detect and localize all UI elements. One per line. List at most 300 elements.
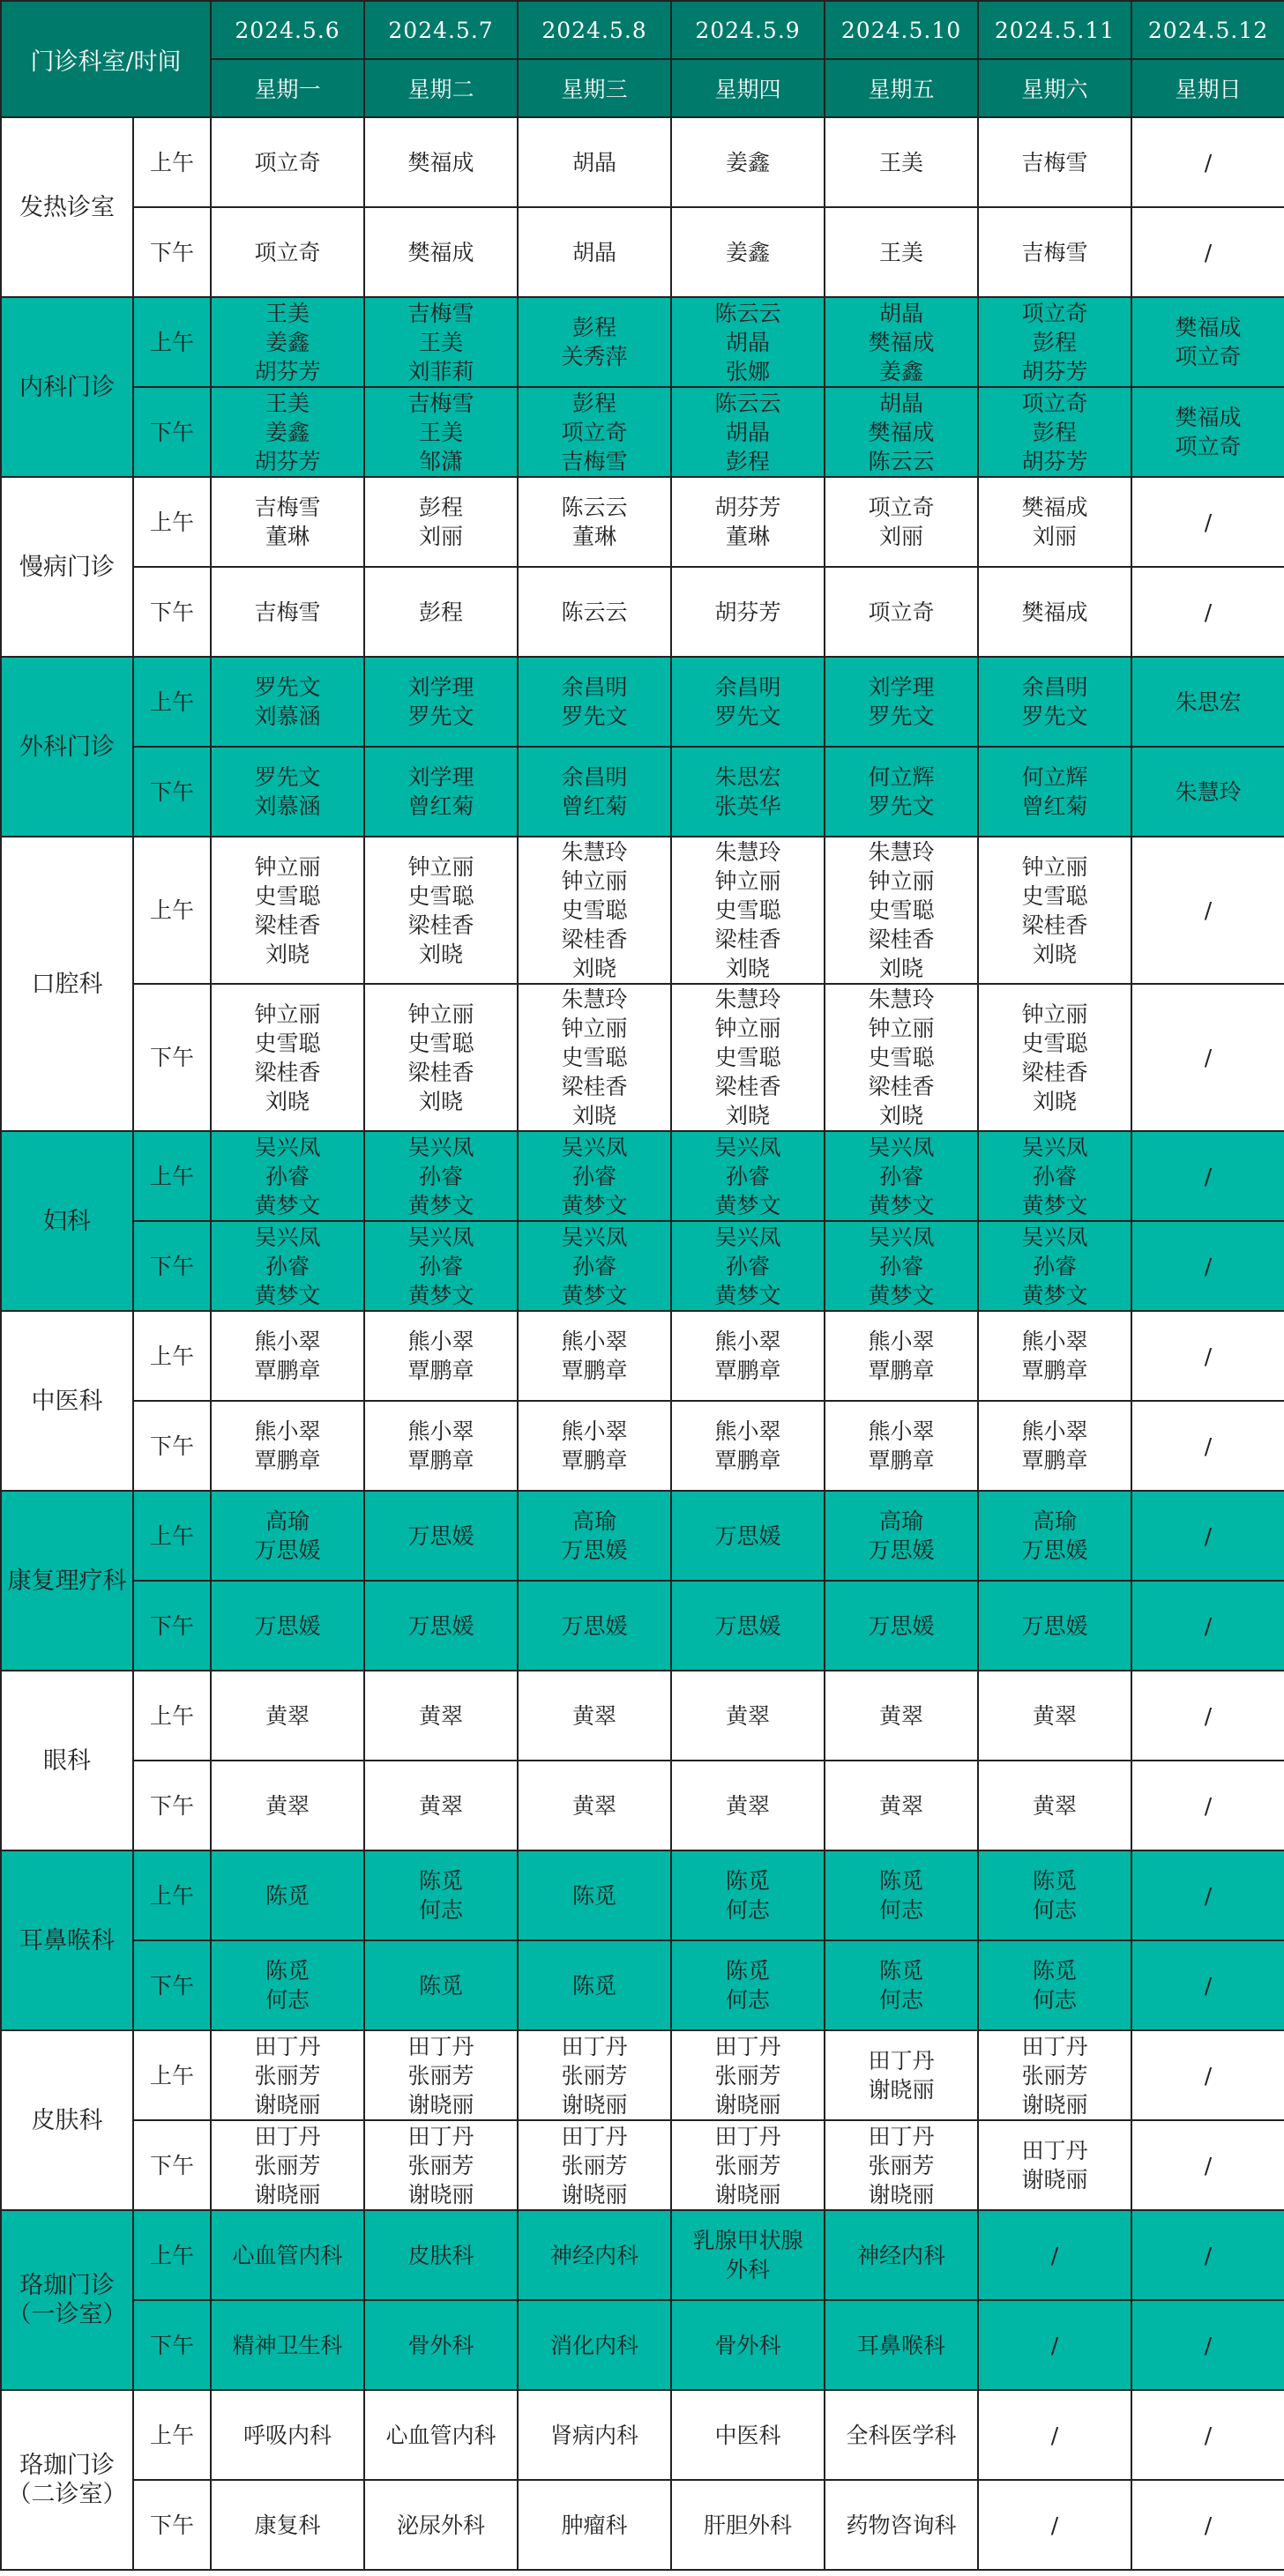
department-name [1, 477, 133, 657]
doctor-cell [364, 1761, 518, 1850]
cell-line: 董琳 [572, 524, 617, 549]
cell-line: 胡晶 [879, 300, 924, 326]
cell-line: 姜鑫 [726, 239, 771, 265]
doctor-cell [825, 1850, 978, 1940]
cell-line: 口腔科 [31, 970, 103, 998]
period-label: 下午 [133, 567, 211, 657]
cell-line: 何志 [879, 1897, 924, 1923]
cell-line: 黄梦文 [868, 1192, 935, 1218]
cell-line: 高瑜 [1033, 1508, 1078, 1534]
period-label: 下午 [133, 1221, 211, 1311]
cell-line: 熊小翠 [714, 1418, 781, 1444]
doctor-cell [825, 1761, 978, 1850]
cell-line: 外科 [726, 2257, 771, 2282]
cell-line: 余昌明 [561, 764, 628, 790]
department-name [1, 297, 133, 477]
cell-line: 陈云云 [714, 300, 781, 326]
cell-line: 覃鹏章 [254, 1358, 321, 1383]
cell-line: 钟立丽 [868, 868, 935, 894]
cell-line: 万思媛 [1021, 1537, 1088, 1563]
cell-line: 谢晓丽 [254, 2091, 321, 2118]
cell-line: 外科门诊 [19, 733, 115, 761]
cell-line: 黄梦文 [561, 1282, 628, 1308]
cell-line: 彭程 [572, 315, 617, 340]
doctor-cell [518, 1671, 671, 1761]
doctor-cell [825, 2120, 978, 2210]
cell-line: 樊福成 [1021, 599, 1088, 625]
doctor-cell [825, 207, 978, 297]
cell-line: 钟立丽 [868, 1016, 935, 1041]
doctor-cell [671, 567, 825, 657]
department-name [1, 2210, 133, 2390]
cell-line: 吴兴凤 [254, 1134, 321, 1160]
cell-line: 黄翠 [879, 1702, 924, 1729]
cell-line: 张丽芳 [254, 2152, 321, 2178]
schedule-row [1, 2120, 1284, 2210]
doctor-cell [518, 2210, 671, 2300]
doctor-cell [364, 1850, 518, 1940]
department-name [1, 2030, 133, 2210]
cell-line: 陈云云 [868, 448, 935, 474]
doctor-cell [825, 2210, 978, 2300]
doctor-cell [364, 2210, 518, 2300]
doctor-cell [671, 1671, 825, 1761]
cell-line: 覃鹏章 [1021, 1358, 1088, 1383]
doctor-cell [825, 657, 978, 747]
cell-line: 吴兴凤 [868, 1134, 935, 1160]
doctor-cell [825, 2390, 978, 2480]
doctor-cell [978, 387, 1131, 477]
cell-line: 张娜 [726, 358, 771, 384]
cell-line: 珞珈门诊 [19, 2272, 115, 2299]
doctor-cell [825, 297, 978, 387]
cell-line: 高瑜 [265, 1508, 310, 1534]
cell-line: 张丽芳 [254, 2062, 321, 2088]
cell-line: 覃鹏章 [407, 1358, 474, 1383]
cell-line: 余昌明 [1021, 674, 1088, 700]
cell-line: 孙睿 [879, 1253, 924, 1279]
cell-line: 陈觅 [265, 1958, 310, 1984]
period-label: 下午 [133, 1401, 211, 1491]
cell-line: 钟立丽 [561, 868, 628, 894]
period-label: 上午 [133, 1850, 211, 1940]
schedule-row [1, 984, 1284, 1131]
doctor-cell [671, 657, 825, 747]
cell-line: （二诊室） [7, 2481, 127, 2508]
doctor-cell [671, 1131, 825, 1221]
cell-line: 田丁丹 [561, 2033, 628, 2059]
cell-line: 田丁丹 [868, 2048, 935, 2073]
cell-line: 彭程 [419, 495, 464, 520]
cell-line: 田丁丹 [1021, 2033, 1088, 2059]
cell-line: 田丁丹 [407, 2123, 474, 2149]
cell-line: 梁桂香 [1021, 1059, 1088, 1085]
cell-line: 项立奇 [1021, 390, 1088, 416]
cell-line: 胡芬芳 [254, 358, 321, 384]
cell-line: 熊小翠 [407, 1329, 474, 1354]
cell-line: 史雪聪 [868, 897, 935, 923]
cell-line: 孙睿 [1033, 1253, 1078, 1279]
doctor-cell [825, 2030, 978, 2120]
cell-line: 黄翠 [265, 1792, 310, 1819]
doctor-cell [211, 1940, 364, 2030]
schedule-row [1, 2300, 1284, 2390]
cell-line: 朱慧玲 [1175, 778, 1242, 805]
doctor-cell [978, 207, 1131, 297]
cell-line: / [1204, 1792, 1213, 1819]
cell-line: 钟立丽 [254, 853, 321, 880]
doctor-cell [1131, 2300, 1284, 2390]
cell-line: 孙睿 [726, 1163, 771, 1189]
cell-line: 眼科 [43, 1746, 91, 1775]
doctor-cell [1131, 2030, 1284, 2120]
cell-line: 邹潇 [419, 448, 464, 474]
cell-line: 吴兴凤 [868, 1224, 935, 1250]
doctor-cell [978, 1221, 1131, 1311]
doctor-cell [825, 1581, 978, 1671]
cell-line: 曾红菊 [561, 793, 628, 819]
cell-line: 田丁丹 [254, 2123, 321, 2149]
date-row [1, 1, 1284, 59]
cell-line: 何志 [879, 1987, 924, 2013]
doctor-cell [825, 984, 978, 1131]
weekday-header: 星期四 [671, 59, 825, 117]
cell-line: 董琳 [265, 524, 310, 549]
cell-line: 陈觅 [572, 1972, 617, 1999]
doctor-cell [518, 2030, 671, 2120]
doctor-cell [211, 117, 364, 207]
period-label: 上午 [133, 657, 211, 747]
cell-line: 史雪聪 [868, 1045, 935, 1070]
doctor-cell [211, 1311, 364, 1401]
doctor-cell [518, 1131, 671, 1221]
cell-line: / [1050, 2512, 1059, 2538]
period-label: 上午 [133, 1491, 211, 1581]
cell-line: 项立奇 [254, 149, 321, 175]
cell-line: 刘晓 [572, 956, 617, 981]
cell-line: / [1204, 149, 1213, 175]
doctor-cell [671, 387, 825, 477]
cell-line: 姜鑫 [879, 358, 924, 384]
period-label: 下午 [133, 2120, 211, 2210]
doctor-cell [671, 1761, 825, 1850]
cell-line: 熊小翠 [254, 1329, 321, 1354]
cell-line: 刘菲莉 [407, 358, 474, 384]
cell-line: 罗先文 [561, 704, 628, 729]
doctor-cell [825, 567, 978, 657]
cell-line: 万思媛 [561, 1612, 628, 1639]
cell-line: 耳鼻喉科 [857, 2332, 946, 2358]
cell-line: 张英华 [714, 793, 781, 819]
cell-line: 何志 [726, 1897, 771, 1923]
doctor-cell [518, 1221, 671, 1311]
date-header: 2024.5.8 [518, 1, 671, 59]
cell-line: 谢晓丽 [714, 2091, 781, 2118]
doctor-cell [825, 1940, 978, 2030]
period-label: 上午 [133, 2030, 211, 2120]
cell-line: 钟立丽 [1021, 1001, 1088, 1027]
period-label: 上午 [133, 1671, 211, 1761]
cell-line: 项立奇 [1021, 300, 1088, 326]
cell-line: 刘晓 [1033, 1088, 1078, 1114]
cell-line: 陈云云 [561, 495, 628, 520]
cell-line: / [1204, 1702, 1213, 1729]
cell-line: 刘晓 [419, 941, 464, 967]
weekday-header: 星期六 [978, 59, 1131, 117]
doctor-cell [364, 207, 518, 297]
cell-line: 黄翠 [726, 1702, 771, 1729]
cell-line: 张丽芳 [561, 2062, 628, 2088]
cell-line: 王美 [265, 390, 310, 416]
cell-line: / [1204, 1045, 1213, 1070]
cell-line: 罗先文 [868, 704, 935, 729]
cell-line: / [1050, 2242, 1059, 2268]
cell-line: / [1050, 2332, 1059, 2358]
cell-line: 史雪聪 [714, 897, 781, 923]
cell-line: 胡芬芳 [1021, 448, 1088, 474]
cell-line: 耳鼻喉科 [19, 1926, 115, 1954]
doctor-cell [1131, 1311, 1284, 1401]
doctor-cell [671, 1221, 825, 1311]
schedule-row [1, 117, 1284, 207]
doctor-cell [211, 2480, 364, 2570]
cell-line: / [1204, 2512, 1213, 2538]
schedule-row [1, 567, 1284, 657]
cell-line: 吴兴凤 [714, 1134, 781, 1160]
doctor-cell [1131, 1850, 1284, 1940]
doctor-cell [1131, 1581, 1284, 1671]
doctor-cell [364, 2030, 518, 2120]
cell-line: 孙睿 [726, 1253, 771, 1279]
doctor-cell [518, 1761, 671, 1850]
cell-line: 谢晓丽 [868, 2077, 935, 2103]
doctor-cell [211, 207, 364, 297]
cell-line: / [1204, 1882, 1213, 1909]
department-name [1, 1131, 133, 1311]
doctor-cell [364, 2480, 518, 2570]
department-name [1, 837, 133, 1131]
doctor-cell [518, 477, 671, 567]
doctor-cell [978, 477, 1131, 567]
cell-line: 覃鹏章 [407, 1448, 474, 1473]
cell-line: 陈觅 [1033, 1868, 1078, 1894]
doctor-cell [1131, 1131, 1284, 1221]
department-name [1, 657, 133, 837]
doctor-cell [978, 297, 1131, 387]
cell-line: 刘晓 [572, 1103, 617, 1128]
cell-line: 黄梦文 [254, 1282, 321, 1308]
cell-line: 胡晶 [572, 149, 617, 175]
doctor-cell [825, 2300, 978, 2390]
cell-line: 胡芬芳 [714, 599, 781, 625]
cell-line: 彭程 [419, 599, 464, 625]
doctor-cell [518, 117, 671, 207]
doctor-cell [211, 2300, 364, 2390]
cell-line: 项立奇 [868, 599, 935, 625]
doctor-cell [1131, 2480, 1284, 2570]
cell-line: 史雪聪 [254, 882, 321, 909]
cell-line: 陈觅 [1033, 1958, 1078, 1984]
cell-line: 覃鹏章 [561, 1448, 628, 1473]
cell-line: 刘晓 [879, 1103, 924, 1128]
cell-line: 刘丽 [879, 524, 924, 549]
cell-line: 万思媛 [868, 1612, 935, 1639]
doctor-cell [1131, 297, 1284, 387]
cell-line: 朱慧玲 [714, 839, 781, 865]
cell-line: 陈觅 [265, 1882, 310, 1909]
doctor-cell [1131, 837, 1284, 984]
cell-line: 谢晓丽 [1021, 2091, 1088, 2118]
corner-label: 门诊科室/时间 [1, 1, 211, 117]
cell-line: 刘学理 [868, 674, 935, 700]
doctor-cell [978, 837, 1131, 984]
cell-line: 孙睿 [1033, 1163, 1078, 1189]
cell-line: 刘学理 [407, 764, 474, 790]
doctor-cell [364, 837, 518, 984]
cell-line: 胡晶 [572, 239, 617, 265]
cell-line: 黄梦文 [714, 1282, 781, 1308]
cell-line: 吴兴凤 [407, 1224, 474, 1250]
cell-line: 陈觅 [419, 1868, 464, 1894]
doctor-cell [518, 387, 671, 477]
weekday-header: 星期二 [364, 59, 518, 117]
doctor-cell [211, 1491, 364, 1581]
cell-line: 朱慧玲 [561, 839, 628, 865]
schedule-row [1, 2030, 1284, 2120]
cell-line: 覃鹏章 [1021, 1448, 1088, 1473]
doctor-cell [671, 1581, 825, 1671]
period-label: 上午 [133, 2390, 211, 2480]
cell-line: 谢晓丽 [254, 2181, 321, 2207]
cell-line: 高瑜 [572, 1508, 617, 1534]
doctor-cell [211, 1671, 364, 1761]
cell-line: 妇科 [43, 1207, 91, 1235]
period-label: 下午 [133, 387, 211, 477]
cell-line: 史雪聪 [407, 1030, 474, 1056]
cell-line: 万思媛 [714, 1523, 781, 1549]
doctor-cell [211, 2390, 364, 2480]
cell-line: 钟立丽 [714, 1016, 781, 1041]
department-name [1, 117, 133, 297]
doctor-cell [364, 1581, 518, 1671]
cell-line: 熊小翠 [1021, 1418, 1088, 1444]
cell-line: 田丁丹 [254, 2033, 321, 2059]
doctor-cell [364, 1401, 518, 1491]
doctor-cell [978, 1131, 1131, 1221]
doctor-cell [211, 387, 364, 477]
cell-line: 朱慧玲 [868, 839, 935, 865]
doctor-cell [671, 984, 825, 1131]
period-label: 上午 [133, 1311, 211, 1401]
cell-line: 张丽芳 [407, 2062, 474, 2088]
cell-line: 刘晓 [265, 1088, 310, 1114]
doctor-cell [671, 2390, 825, 2480]
cell-line: 朱思宏 [1175, 689, 1242, 715]
cell-line: / [1204, 2332, 1213, 2358]
doctor-cell [825, 1401, 978, 1491]
cell-line: 中医科 [31, 1387, 103, 1415]
cell-line: 熊小翠 [868, 1329, 935, 1354]
cell-line: 熊小翠 [561, 1329, 628, 1354]
doctor-cell [671, 837, 825, 984]
cell-line: 梁桂香 [561, 1074, 628, 1099]
doctor-cell [211, 2120, 364, 2210]
cell-line: 史雪聪 [254, 1030, 321, 1056]
cell-line: 熊小翠 [407, 1418, 474, 1444]
doctor-cell [1131, 117, 1284, 207]
date-header: 2024.5.9 [671, 1, 825, 59]
cell-line: 樊福成 [1175, 405, 1242, 430]
cell-line: 万思媛 [561, 1537, 628, 1563]
cell-line: 乳腺甲状腺 [692, 2228, 803, 2253]
schedule-row [1, 1311, 1284, 1401]
cell-line: 姜鑫 [726, 149, 771, 175]
cell-line: 黄翠 [572, 1702, 617, 1729]
cell-line: 中医科 [714, 2422, 781, 2448]
cell-line: 吉梅雪 [561, 448, 628, 474]
cell-line: 吉梅雪 [1021, 239, 1088, 265]
schedule-row [1, 387, 1284, 477]
cell-line: 黄梦文 [868, 1282, 935, 1308]
cell-line: 孙睿 [572, 1253, 617, 1279]
cell-line: 罗先文 [407, 704, 474, 729]
doctor-cell [978, 567, 1131, 657]
schedule-row [1, 2210, 1284, 2300]
doctor-cell [825, 1131, 978, 1221]
cell-line: 姜鑫 [265, 419, 310, 445]
schedule-row [1, 477, 1284, 567]
cell-line: 高瑜 [879, 1508, 924, 1534]
cell-line: 姜鑫 [265, 329, 310, 355]
cell-line: 谢晓丽 [407, 2181, 474, 2207]
cell-line: 覃鹏章 [714, 1358, 781, 1383]
doctor-cell [518, 837, 671, 984]
doctor-cell [211, 657, 364, 747]
cell-line: 覃鹏章 [561, 1358, 628, 1383]
schedule-row [1, 1401, 1284, 1491]
department-name [1, 1491, 133, 1671]
cell-line: 万思媛 [1021, 1612, 1088, 1639]
doctor-cell [364, 2390, 518, 2480]
cell-line: 梁桂香 [868, 1074, 935, 1099]
cell-line: 梁桂香 [1021, 912, 1088, 938]
cell-line: 何志 [419, 1897, 464, 1923]
cell-line: 曾红菊 [407, 793, 474, 819]
period-label: 上午 [133, 297, 211, 387]
cell-line: 胡芬芳 [254, 448, 321, 474]
doctor-cell [978, 1401, 1131, 1491]
cell-line: 黄翠 [419, 1702, 464, 1729]
doctor-cell [518, 747, 671, 837]
cell-line: 陈云云 [561, 599, 628, 625]
schedule-row [1, 1581, 1284, 1671]
doctor-cell [978, 2390, 1131, 2480]
cell-line: 陈觅 [879, 1868, 924, 1894]
cell-line: 刘晓 [726, 1103, 771, 1128]
doctor-cell [211, 1761, 364, 1850]
cell-line: 谢晓丽 [561, 2091, 628, 2118]
cell-line: 消化内科 [550, 2332, 639, 2358]
doctor-cell [364, 117, 518, 207]
doctor-cell [364, 1491, 518, 1581]
schedule-row [1, 657, 1284, 747]
doctor-cell [518, 657, 671, 747]
doctor-cell [671, 1401, 825, 1491]
cell-line: 谢晓丽 [561, 2181, 628, 2207]
doctor-cell [211, 1221, 364, 1311]
cell-line: 万思媛 [254, 1537, 321, 1563]
cell-line: 孙睿 [572, 1163, 617, 1189]
